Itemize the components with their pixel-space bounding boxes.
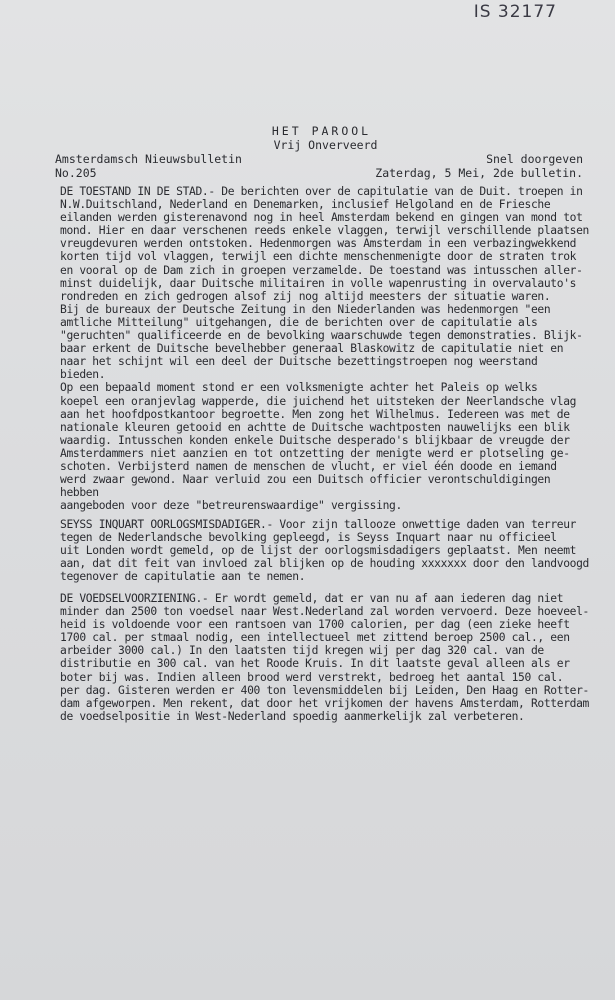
bulletin-header-right [375, 152, 583, 180]
masthead-subtitle: Vrij Onverveerd [273, 138, 378, 152]
bulletin-date: Zaterdag, 5 Mei, 2de bulletin. [375, 166, 583, 180]
bulletin-number: No.205 [55, 166, 97, 180]
section-body: De berichten over de capitulatie van de Duit. troepen in N.W.Duitschland, Nederland en Denemarken, inclusief Helgoland en de Friesche eilanden werden gisterenavond nog in heel Amsterdam bekend en gingen van mond tot mond. Hier en daar verschenen reeds enkele vlaggen, terwijl verschillende plaatsen vreugdevuren werden ontstoken. Hedenmorgen was Amsterdam in een verbazingwekkend korten tijd vol vlaggen, terwijl een dichte menschenmenigte door de straten trok en vooral op de Dam zich in groepen verzamelde. De toestand was intusschen aller- minst duidelijk, daar Duitsche militairen in volle wapenrusting in overvalauto's rondreden en zich gedrogen alsof zij nog altijd meesters der situatie waren. Bij de bureaux der Deutsche Zeitung in den Niederlanden was hedenmorgen "een amtliche Mitteilung" uitgehangen, die de berichten over de capitulatie als "geruchten" qualificeerde en de bevolking waarschuwde tegen demonstraties. Blijk- baar erkent de Duitsche bevelhebber generaal Blaskowitz de capitulatie niet en naar het schijnt wil een deel der Duitsche bezettingstroepen nog weerstand bieden. Op een bepaald moment stond er een volksmenigte achter het Paleis op welks koepel een oranjevlag wapperde, die juichend het uitsteken der Neerlandsche vlag aan het hoofdpostkantoor begroette. Men zong het Wilhelmus. Iedereen was met de nationale kleuren getooid en achtte de Duitsche wachtposten nauwelijks een blik waardig. Intusschen konden enkele Duitsche desperado's blijkbaar de vreugde der Amsterdammers niet aanzien en tot ontzetting der menigte werd er plotseling ge- schoten. Verbijsterd namen de menschen de vlucht, er viel één doode en iemand werd zwaar gewond. Naar verluid zou een Duitsch officier verontschuldigingen hebben aangeboden voor deze "betreurenswaardige" vergissing. [60, 185, 590, 513]
section-heading: DE TOESTAND IN DE STAD.- [60, 185, 215, 198]
urgency-note: Snel doorgeven [486, 152, 583, 166]
section-body: Voor zijn tallooze onwettige daden van terreur tegen de Nederlandsche bevolking gepleegd, is Seyss Inquart naar nu officieel uit Londen wordt gemeld, op de lijst der oorlogsmisdadigers geplaatst. Men neemt aan, dat dit feit van invloed zal blijken op de houding xxxxxxx door den landvoogd tegenover de capitulatie aan te nemen. [60, 518, 590, 584]
section-food-supply [60, 592, 593, 735]
masthead-title: HET PAROOL [271, 124, 372, 138]
section-city-situation [60, 185, 593, 524]
section-body: Er wordt gemeld, dat er van nu af aan iederen dag niet minder dan 2500 ton voedsel naar West.Nederland zal worden vervoerd. Deze hoeveel- heid is voldoende voor een rantsoen van 1700 calorien, per dag (een zieke heeft 1700 cal. per stmaal nodig, een intellectueel met zittend beroep 2500 cal., een arbeider 3000 cal.) In den laatsten tijd kregen wij per dag 320 cal. van de distributie en 300 cal. van het Roode Kruis. In dit laatste geval alleen als er boter bij was. Indien alleen brood werd verstrekt, bedroeg het aantal 150 cal. per dag. Gisteren werden er 400 ton levensmiddelen bij Leiden, Den Haag en Rotter- dam afgeworpen. Men rekent, dat door het vrijkomen der havens Amsterdam, Rotterdam de voedselpositie in West-Nederland spoedig aanmerkelijk zal verbeteren. [60, 592, 590, 723]
section-heading: DE VOEDSELVOORZIENING.- [60, 592, 209, 605]
bulletin-header-left [55, 152, 242, 180]
section-seyss-inquart [60, 518, 593, 595]
section-heading: SEYSS INQUART OORLOGSMISDADIGER.- [60, 518, 273, 531]
archive-number-mark: IS 32177 [473, 2, 557, 22]
bulletin-name: Amsterdamsch Nieuwsbulletin [55, 152, 242, 166]
